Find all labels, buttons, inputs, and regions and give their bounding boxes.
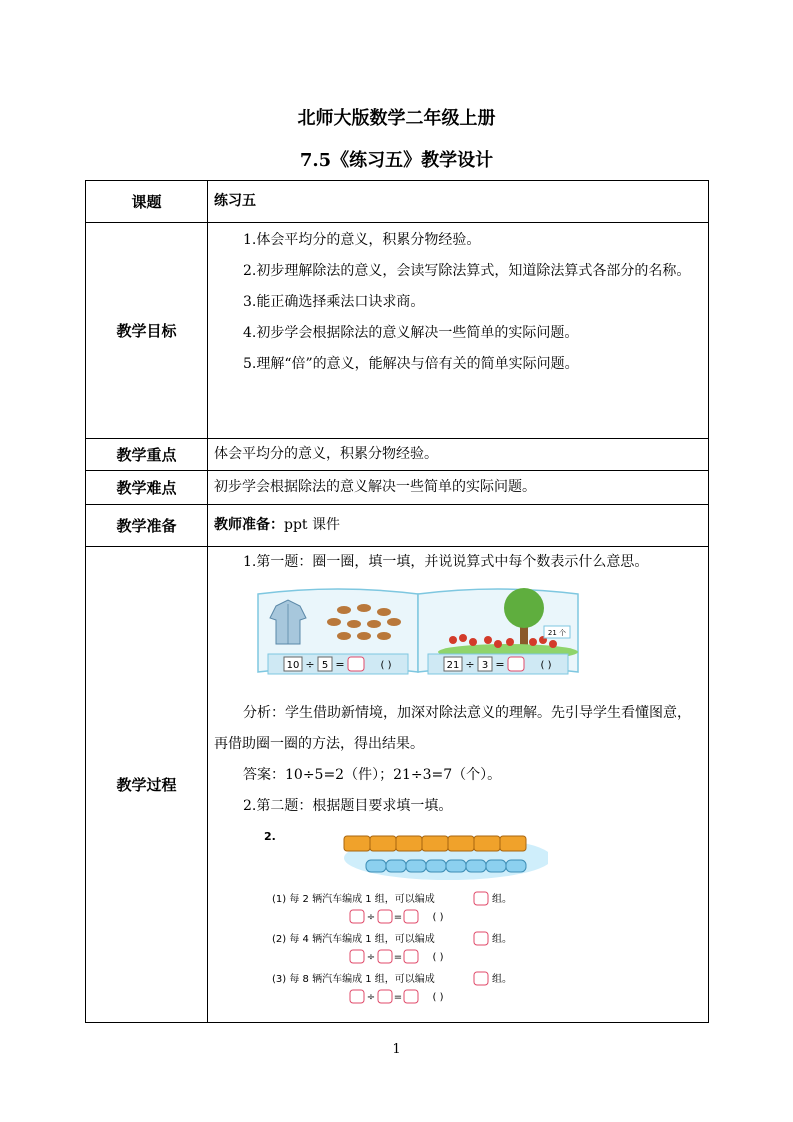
goal-item: 5.理解“倍”的意义，能解决与倍有关的简单实际问题。 <box>243 356 579 372</box>
page-number: 1 <box>392 1042 401 1057</box>
prep-bold: 教师准备： <box>214 517 284 533</box>
goals-label: 教学目标 <box>86 223 208 439</box>
sub-q1-paren: ( ) <box>432 912 444 923</box>
doc-subtitle: 7.5《练习五》教学设计 <box>299 150 494 171</box>
eq2-dividend: 21 <box>446 660 460 671</box>
figure-1 <box>248 582 588 682</box>
prep-label: 教学准备 <box>86 505 208 547</box>
eq1-divisor: 5 <box>321 660 329 671</box>
key-label: 教学重点 <box>86 439 208 471</box>
sub-q3-paren: ( ) <box>432 992 444 1003</box>
sub-q3-unit: 组。 <box>492 974 512 985</box>
goals-content <box>208 223 709 439</box>
sub-question-3-text: (3) 每 8 辆汽车编成 1 组，可以编成 <box>272 974 435 985</box>
sub-q1-unit: 组。 <box>492 894 512 905</box>
sub-question-2-text: (2) 每 4 辆汽车编成 1 组，可以编成 <box>272 934 435 945</box>
process-content <box>208 547 709 1023</box>
eq2-operator: ÷ <box>465 658 475 671</box>
sub-q2-paren: ( ) <box>432 952 444 963</box>
topic-value: 练习五 <box>208 181 709 223</box>
row-goals <box>86 223 709 439</box>
lesson-table <box>85 180 709 1023</box>
analysis-text: 分析：学生借助新情境，加深对除法意义的理解。先引导学生看懂图意，再借助圈一圈的方法，得出结果。 <box>214 705 691 752</box>
apple-count-tag: 21 个 <box>547 629 567 637</box>
row-process <box>86 547 709 1023</box>
sub-q3-op: ÷ <box>366 992 376 1003</box>
prep-value: ppt 课件 <box>284 517 340 533</box>
sub-question-1 <box>272 892 512 923</box>
goal-item: 1.体会平均分的意义，积累分物经验。 <box>243 232 481 248</box>
sub-q1-op: ÷ <box>366 912 376 923</box>
eq1-dividend: 10 <box>286 660 300 671</box>
eq1-operator: ÷ <box>305 658 315 671</box>
key-value: 体会平均分的意义，积累分物经验。 <box>208 439 709 471</box>
figure-2 <box>258 826 548 1006</box>
row-prep <box>86 505 709 547</box>
sub-q2-op: ÷ <box>366 952 376 963</box>
eq1-equals: = <box>335 658 345 671</box>
eq2-equals: = <box>495 658 505 671</box>
difficulty-label: 教学难点 <box>86 471 208 505</box>
eq2-divisor: 3 <box>481 660 489 671</box>
eq1-unit: ( ) <box>380 660 392 671</box>
difficulty-value: 初步学会根据除法的意义解决一些简单的实际问题。 <box>208 471 709 505</box>
eq2-answer-box[interactable] <box>508 657 524 671</box>
goal-item: 4.初步学会根据除法的意义解决一些简单的实际问题。 <box>243 325 579 341</box>
sub-q2-unit: 组。 <box>492 934 512 945</box>
sub-q1-eq: = <box>393 912 403 923</box>
answer-text: 答案：10÷5=2（件）；21÷3=7（个）。 <box>243 767 502 783</box>
row-topic <box>86 181 709 223</box>
sub-question-2 <box>272 932 512 963</box>
row-difficulty <box>86 471 709 505</box>
topic-label: 课题 <box>86 181 208 223</box>
question-1: 1.第一题：圈一圈，填一填，并说说算式中每个数表示什么意思。 <box>243 554 649 570</box>
sub-q2-groups-box[interactable] <box>474 932 488 945</box>
sub-question-1-text: (1) 每 2 辆汽车编成 1 组，可以编成 <box>272 894 435 905</box>
row-key <box>86 439 709 471</box>
fig2-number: 2. <box>264 830 276 843</box>
process-label: 教学过程 <box>86 547 208 1023</box>
eq1-answer-box[interactable] <box>348 657 364 671</box>
sub-q3-groups-box[interactable] <box>474 972 488 985</box>
sub-q1-groups-box[interactable] <box>474 892 488 905</box>
goal-item: 2.初步理解除法的意义，会读写除法算式，知道除法算式各部分的名称。 <box>243 263 691 279</box>
prep-content <box>208 505 709 547</box>
sub-q3-eq: = <box>393 992 403 1003</box>
eq2-unit: ( ) <box>540 660 552 671</box>
question-2: 2.第二题：根据题目要求填一填。 <box>243 798 453 814</box>
bus-row-icon <box>344 836 526 851</box>
sub-question-3 <box>272 972 512 1003</box>
sub-q2-eq: = <box>393 952 403 963</box>
doc-title: 北师大版数学二年级上册 <box>297 108 496 129</box>
goal-item: 3.能正确选择乘法口诀求商。 <box>243 294 425 310</box>
